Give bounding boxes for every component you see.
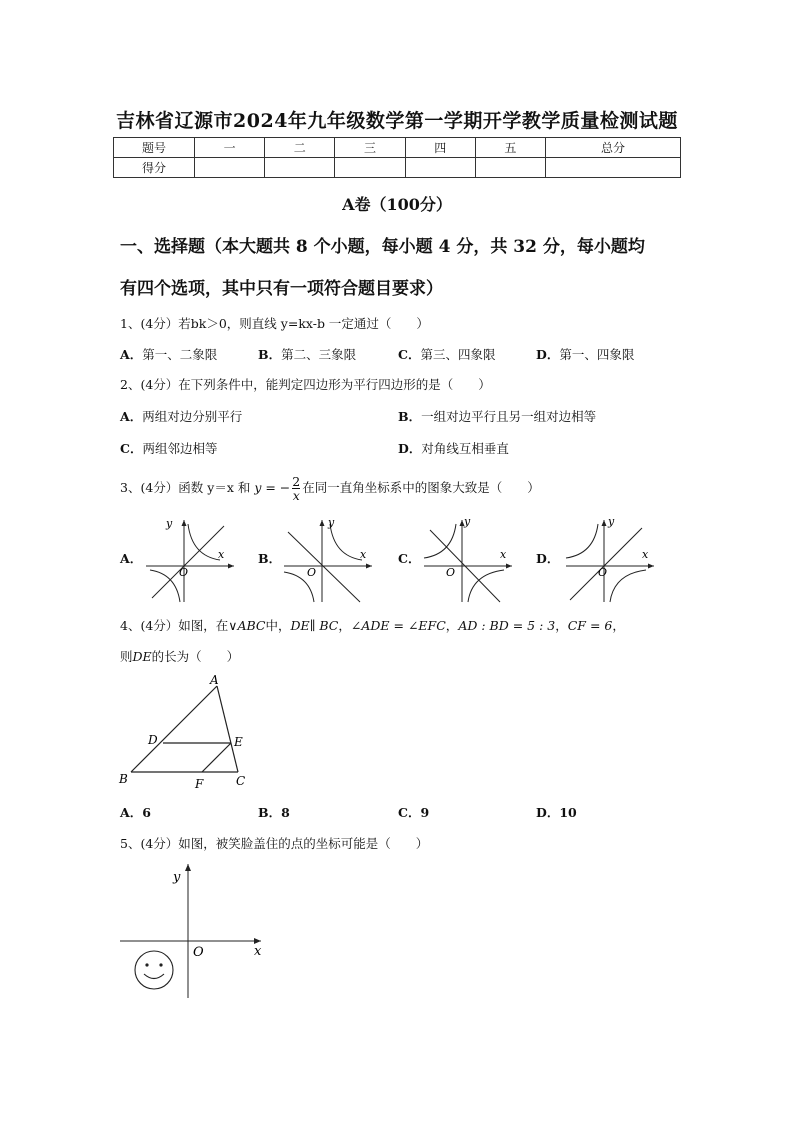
origin-label: O [307, 566, 317, 579]
q3-stem-suffix: 在同一直角坐标系中的图象大致是（ ） [302, 480, 540, 495]
q2-option-d[interactable] [398, 439, 509, 457]
option-label: B． [398, 409, 422, 424]
q3-graph-c[interactable] [420, 512, 516, 604]
section-a-heading: A卷（100分） [342, 195, 452, 214]
score-table [113, 137, 681, 178]
x-axis-label: x [360, 548, 367, 561]
q4-stem-prefix: 4、(4分）如图，在 [120, 618, 229, 633]
y-axis-arrow-icon [602, 520, 607, 526]
hyperbola-branch [566, 524, 598, 558]
q3-fraction [292, 475, 300, 502]
option-label: B． [258, 347, 282, 362]
origin-label: O [446, 566, 456, 579]
option-text: 8 [281, 805, 290, 820]
option-label: D． [398, 441, 422, 456]
q3-option-c-label[interactable]: C． [398, 551, 421, 566]
origin-label: O [193, 945, 204, 960]
score-cell[interactable] [546, 158, 681, 178]
q4-stem-suffix: 的长为（ ） [151, 649, 240, 664]
score-header-cell: 五 [475, 138, 545, 158]
x-axis-label: x [500, 548, 507, 561]
score-cell[interactable] [265, 158, 335, 178]
option-text: 对角线互相垂直 [421, 441, 509, 456]
exam-title: 吉林省辽源市2024年九年级数学第一学期开学教学质量检测试题 [116, 110, 678, 132]
score-cell[interactable] [195, 158, 265, 178]
score-header-cell: 三 [335, 138, 405, 158]
q4-angle: ∠ADE = ∠EFC [350, 618, 446, 633]
score-row-label: 得分 [114, 158, 195, 178]
q3-option-a-label[interactable]: A． [120, 551, 143, 566]
point-b-label: B [119, 772, 128, 786]
option-label: D． [536, 347, 560, 362]
q3-numerator: 2 [292, 474, 301, 489]
option-label: B． [258, 805, 282, 820]
option-text: 第一、四象限 [559, 347, 635, 362]
y-axis-label: y [173, 870, 181, 885]
score-cell[interactable] [405, 158, 475, 178]
q4-option-b[interactable] [258, 803, 290, 821]
y-axis-label: y [464, 515, 471, 528]
q5-stem: 5、(4分）如图，被笑脸盖住的点的坐标可能是（ ） [120, 836, 429, 851]
q3-graph-a[interactable] [142, 512, 238, 604]
y-axis-arrow-icon [320, 520, 325, 526]
x-axis-arrow-icon [366, 564, 372, 569]
q3-stem [120, 475, 540, 502]
q5-coordinate-figure [115, 858, 275, 1003]
option-text: 10 [559, 805, 577, 820]
q4-parallel: DE∥ BC [290, 618, 339, 633]
option-text: 第二、三象限 [281, 347, 357, 362]
option-label: D． [536, 805, 560, 820]
q4-triangle: ∨ABC [228, 618, 266, 633]
q1-stem: 1、(4分）若bk＞0，则直线 y=kx-b 一定通过（ ） [120, 316, 429, 331]
option-text: 第三、四象限 [420, 347, 496, 362]
q4-sep: ， [612, 618, 625, 633]
segment-ef [202, 743, 231, 772]
x-axis-label: x [642, 548, 649, 561]
q2-option-a[interactable] [120, 407, 242, 425]
y-axis-label: y [328, 516, 335, 529]
q3-denominator: x [292, 488, 300, 503]
x-axis-label: x [254, 944, 262, 959]
line-y-equals-x [152, 526, 224, 598]
q1-option-c[interactable] [398, 345, 495, 363]
x-axis-arrow-icon [648, 564, 654, 569]
q4-triangle-figure [115, 672, 265, 794]
option-label: C． [398, 347, 421, 362]
q4-option-a[interactable] [120, 803, 151, 821]
option-text: 第一、二象限 [142, 347, 218, 362]
q4-de: DE [132, 649, 152, 664]
point-d-label: D [148, 733, 158, 747]
origin-label: O [598, 566, 608, 579]
point-f-label: F [195, 777, 204, 791]
score-cell[interactable] [335, 158, 405, 178]
option-label: C． [398, 805, 421, 820]
option-text: 9 [420, 805, 430, 820]
q4-sep: ， [338, 618, 351, 633]
score-table-score-row [114, 158, 681, 178]
point-a-label: A [210, 673, 219, 687]
line-y-equals-x [570, 528, 642, 600]
x-axis-arrow-icon [228, 564, 234, 569]
point-e-label: E [234, 735, 243, 749]
option-label: A． [120, 347, 143, 362]
y-axis-arrow-icon [185, 864, 191, 871]
y-axis-label: y [166, 517, 173, 530]
point-c-label: C [236, 774, 246, 788]
hyperbola-branch [330, 524, 362, 560]
section1-heading-line1: 一、选择题（本大题共 8 个小题，每小题 4 分，共 32 分，每小题均 [120, 237, 645, 257]
score-table-header-row [114, 138, 681, 158]
q2-stem: 2、(4分）在下列条件中，能判定四边形为平行四边形的是（ ） [120, 377, 491, 392]
q4-stem-line1 [120, 616, 625, 634]
q3-option-b-label[interactable]: B． [258, 551, 282, 566]
section1-heading-line2: 有四个选项，其中只有一项符合题目要求） [120, 279, 443, 299]
q1-option-a[interactable] [120, 345, 217, 363]
score-cell[interactable] [475, 158, 545, 178]
score-header-cell: 四 [405, 138, 475, 158]
option-label: C． [120, 441, 143, 456]
q2-option-c[interactable] [120, 439, 217, 457]
q3-stem-prefix: 3、(4分）函数 y＝x 和 [120, 480, 251, 495]
origin-label: O [179, 566, 189, 579]
q4-stem-prefix2: 则 [120, 649, 133, 664]
smiley-face-icon [135, 951, 173, 989]
y-axis-label: y [608, 515, 615, 528]
y-axis-arrow-icon [182, 520, 187, 526]
q4-sep: ， [555, 618, 568, 633]
q3-graph-d[interactable] [562, 512, 658, 604]
segment-ab [131, 686, 217, 772]
hyperbola-branch [610, 570, 646, 602]
q4-cf: CF = 6 [567, 618, 613, 633]
q4-sep: ， [445, 618, 459, 633]
option-text: 两组邻边相等 [142, 441, 218, 456]
q1-option-d[interactable] [536, 345, 634, 363]
x-axis-arrow-icon [506, 564, 512, 569]
q4-stem-line2 [120, 647, 239, 665]
q4-option-d[interactable] [536, 803, 577, 821]
q4-option-c[interactable] [398, 803, 429, 821]
score-header-cell: 题号 [114, 138, 195, 158]
option-label: A． [120, 409, 143, 424]
score-header-cell: 总分 [546, 138, 681, 158]
option-label: A． [120, 805, 143, 820]
score-header-cell: 二 [265, 138, 335, 158]
segment-ac [217, 686, 238, 772]
q3-graph-b[interactable] [280, 512, 376, 604]
option-text: 两组对边分别平行 [142, 409, 243, 424]
option-text: 6 [142, 805, 151, 820]
q3-option-d-label[interactable]: D． [536, 551, 560, 566]
q1-option-b[interactable] [258, 345, 356, 363]
score-header-cell: 一 [195, 138, 265, 158]
q3-formula-y: y = − [254, 480, 291, 495]
q2-option-b[interactable] [398, 407, 596, 425]
hyperbola-branch [188, 524, 220, 560]
x-axis-label: x [218, 548, 225, 561]
q4-ratio: AD : BD = 5 : 3 [458, 618, 556, 633]
q4-stem-mid: 中， [265, 618, 291, 633]
option-text: 一组对边平行且另一组对边相等 [421, 409, 597, 424]
line-decreasing [288, 532, 360, 602]
